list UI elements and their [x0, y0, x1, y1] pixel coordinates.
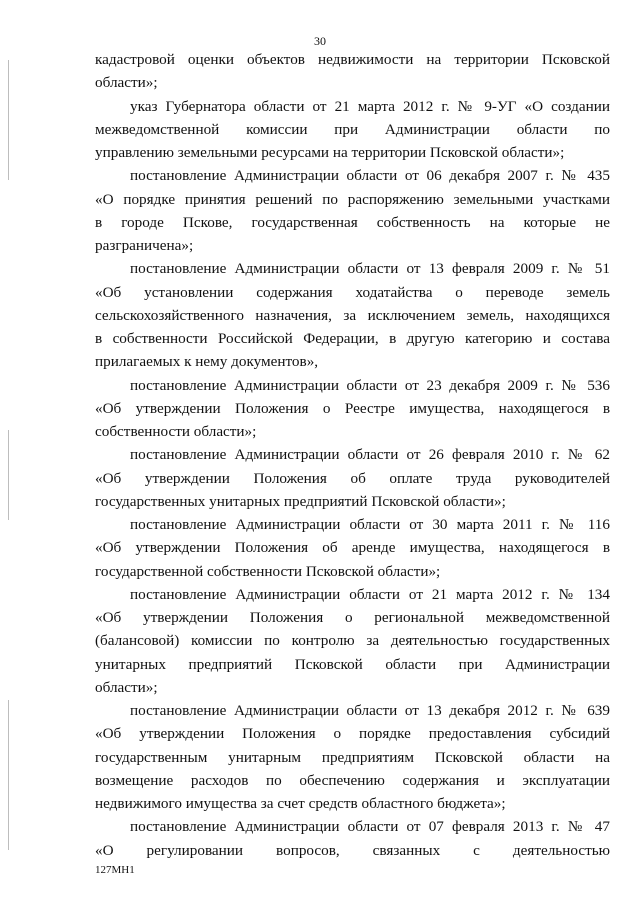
- text-line: области»;: [95, 74, 158, 92]
- footer-code: 127МН1: [95, 864, 135, 876]
- text-line: «Об установлении содержания ходатайства о переводе земель: [95, 283, 610, 301]
- text-line: «Об утверждении Положения о Реестре имущества, находящегося в: [95, 399, 610, 417]
- scan-margin-line: [8, 430, 9, 520]
- text-line: области»;: [95, 678, 158, 696]
- text-line: сельскохозяйственного назначения, за исключением земель, находящихся: [95, 306, 610, 324]
- text-line: постановление Администрации области от 07 февраля 2013 г. № 47: [130, 818, 610, 836]
- text-line: постановление Администрации области от 13 декабря 2012 г. № 639: [130, 702, 610, 719]
- text-line: собственности области»;: [95, 423, 257, 440]
- text-line: постановление Администрации области от 13 февраля 2009 г. № 51: [130, 260, 610, 278]
- text-line: «О порядке принятия решений по распоряжению земельными участками: [95, 190, 610, 208]
- text-line: указ Губернатора области от 21 марта 2012 г. № 9-УГ «О создании: [130, 97, 610, 115]
- text-line: возмещение расходов по обеспечению содержания и эксплуатации: [95, 771, 610, 789]
- text-line: государственных унитарных предприятий Псковской области»;: [95, 492, 506, 510]
- text-line: «Об утверждении Положения об аренде имущества, находящегося в: [95, 539, 610, 557]
- text-line: государственным унитарным предприятиям Псковской области на: [95, 748, 610, 766]
- text-line: постановление Администрации области от 26 февраля 2010 г. № 62: [130, 446, 610, 464]
- page-number: 30: [314, 34, 326, 48]
- text-line: управлению земельными ресурсами на территории Псковской области»;: [95, 144, 565, 161]
- text-line: прилагаемых к нему документов»,: [95, 353, 319, 371]
- scan-margin-line: [8, 700, 9, 850]
- text-line: унитарных предприятий Псковской области при Администрации: [95, 655, 610, 673]
- text-line: постановление Администрации области от 30 марта 2011 г. № 116: [130, 516, 610, 533]
- text-line: (балансовой) комиссии по контролю за деятельностью государственных: [95, 632, 610, 650]
- scan-margin-line: [8, 60, 9, 180]
- text-line: постановление Администрации области от 23 декабря 2009 г. № 536: [130, 376, 610, 394]
- text-line: в городе Пскове, государственная собственность на которые не: [95, 213, 610, 231]
- text-line: «О регулировании вопросов, связанных с деятельностью: [95, 841, 610, 859]
- text-line: в собственности Российской Федерации, в другую категорию и состава: [95, 330, 610, 347]
- document-body: [95, 48, 610, 862]
- text-line: разграничена»;: [95, 237, 194, 254]
- text-line: «Об утверждении Положения о порядке предоставления субсидий: [95, 725, 610, 743]
- text-line: кадастровой оценки объектов недвижимости на территории Псковской: [95, 51, 610, 68]
- text-line: постановление Администрации области от 06 декабря 2007 г. № 435: [130, 167, 610, 185]
- text-line: государственной собственности Псковской области»;: [95, 562, 441, 580]
- text-line: недвижимого имущества за счет средств областного бюджета»;: [95, 795, 506, 812]
- text-line: межведомственной комиссии при Администрации области по: [95, 120, 610, 138]
- text-line: «Об утверждении Положения о региональной межведомственной: [95, 609, 610, 626]
- text-line: «Об утверждении Положения об оплате труда руководителей: [95, 469, 610, 487]
- text-line: постановление Администрации области от 21 марта 2012 г. № 134: [130, 585, 610, 603]
